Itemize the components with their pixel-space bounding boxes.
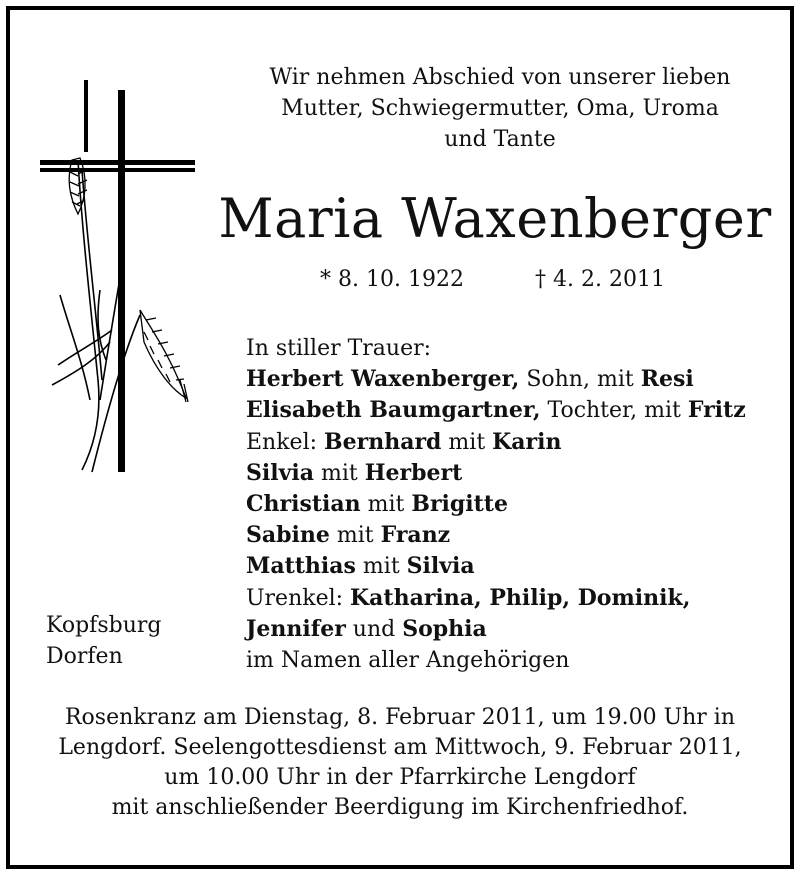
mourner-name: Sabine (246, 522, 330, 549)
mourners-list (246, 333, 791, 676)
mourner-connector: mit (441, 429, 493, 455)
mourner-connector: mit (329, 523, 381, 549)
intro-text (220, 62, 780, 155)
mourner-line (246, 364, 791, 395)
service-line: Rosenkranz am Dienstag, 8. Februar 2011, um 19.00 Uhr in (64, 705, 735, 730)
mourner-name: Philip (489, 584, 563, 611)
mourner-line (246, 520, 791, 551)
mourner-partner: Resi (640, 366, 694, 393)
deceased-name: Maria Waxenberger (218, 187, 772, 250)
mourner-name: Jennifer (246, 615, 346, 642)
mourner-partner: Fritz (687, 397, 746, 424)
mourner-line (246, 489, 791, 520)
mourner-partner: Brigitte (411, 491, 508, 518)
mourners-heading: In stiller Trauer: (246, 336, 432, 361)
obituary-frame (6, 6, 794, 869)
death-date: † 4. 2. 2011 (535, 267, 665, 292)
mourner-connector: mit (314, 460, 365, 486)
mourner-line (246, 458, 791, 489)
mourner-name: Herbert Waxenberger, (246, 366, 520, 393)
mourner-group-label: Urenkel: (246, 585, 351, 611)
intro-line: und Tante (444, 127, 556, 152)
mourner-separator: , (474, 584, 490, 611)
mourner-name: Elisabeth Baumgartner, (246, 397, 541, 424)
mourner-connector: mit (360, 492, 412, 518)
service-details (10, 703, 790, 823)
birth-date: * 8. 10. 1922 (320, 267, 464, 292)
mourner-relation: Tochter, mit (540, 398, 688, 424)
mourner-partner: Herbert (364, 459, 463, 486)
mourner-line (246, 427, 791, 458)
mourner-name: Matthias (246, 553, 356, 580)
mourner-name: Christian (246, 491, 361, 518)
mourner-connector: mit (355, 554, 407, 580)
mourner-line (246, 551, 791, 582)
mourner-line (246, 395, 791, 426)
service-line: um 10.00 Uhr in der Pfarrkirche Lengdorf (164, 765, 636, 790)
mourner-separator: , (562, 584, 578, 611)
mourner-partner: Franz (380, 522, 451, 549)
mourner-name: Sophia (402, 615, 487, 642)
mourner-group-label: Enkel: (246, 429, 325, 455)
places (46, 610, 161, 672)
mourner-relation: Sohn, mit (519, 367, 641, 393)
mourners-closing: im Namen aller Angehörigen (246, 648, 570, 674)
mourner-line (246, 614, 791, 645)
mourner-partner: Silvia (406, 553, 475, 580)
mourner-name: Bernhard (324, 428, 442, 455)
mourner-name: Katharina (350, 584, 475, 611)
mourner-connector: und (345, 616, 403, 642)
place-line: Kopfsburg (46, 613, 162, 638)
mourner-line (246, 583, 791, 614)
service-line: mit anschließender Beerdigung im Kirchenfriedhof. (111, 795, 689, 820)
mourner-name: Silvia (246, 459, 314, 486)
intro-line: Wir nehmen Abschied von unserer lieben (269, 65, 731, 90)
mourner-separator: , (682, 584, 691, 611)
place-line: Dorfen (46, 644, 123, 669)
cross-with-wheat-icon (40, 80, 205, 480)
intro-line: Mutter, Schwiegermutter, Oma, Uroma (281, 96, 719, 121)
mourner-partner: Karin (492, 428, 562, 455)
service-line: Lengdorf. Seelengottesdienst am Mittwoch, 9. Februar 2011, (58, 735, 742, 760)
mourner-name: Dominik (577, 584, 683, 611)
